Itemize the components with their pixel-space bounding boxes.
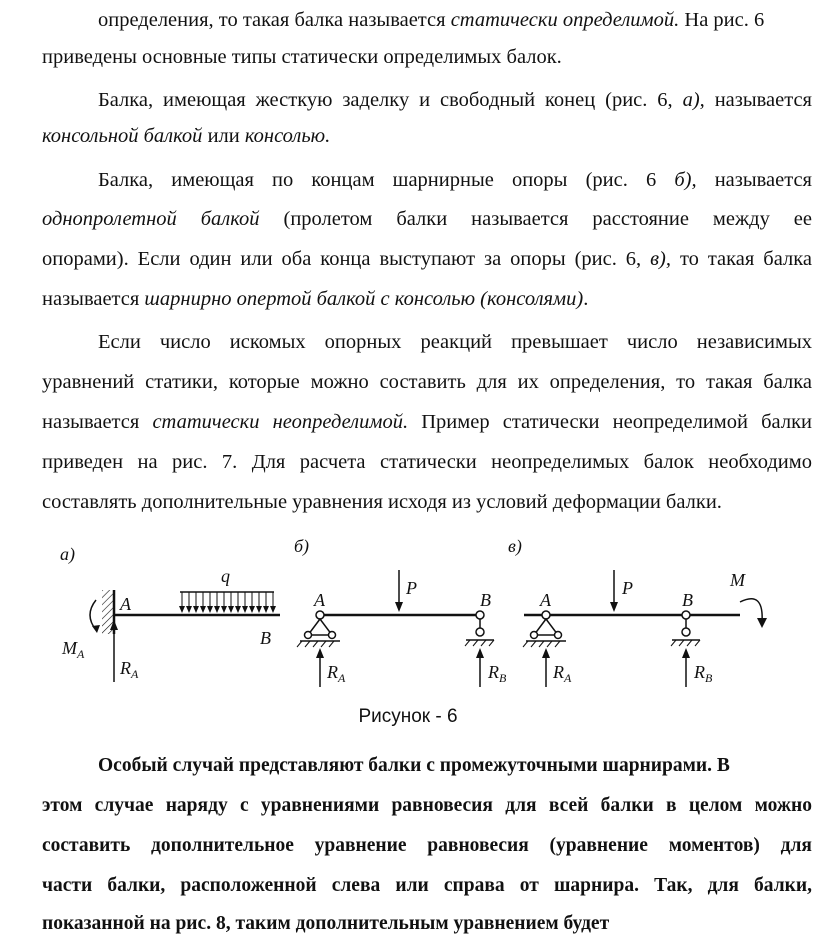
diagram-v-overhang-beam	[508, 536, 767, 687]
paragraph-1-line-2: приведены основные типы статически определимых балок.	[42, 46, 562, 68]
reaction-RA-label-v: $R_A$	[553, 662, 572, 685]
moment-M-arrowhead	[757, 618, 767, 628]
point-A-label-b: A	[314, 590, 325, 610]
diagram-b-label: б)	[294, 536, 310, 556]
distributed-load-arrowheads	[179, 606, 276, 613]
paragraph-4-line-5: составлять дополнительные уравнения исходя из условий деформации балки.	[42, 491, 722, 513]
reaction-RA-label-b: $R_A$	[327, 662, 346, 685]
reaction-RB-arrowhead-v	[682, 648, 690, 658]
force-P-label-v: P	[622, 578, 633, 598]
reaction-RB-label-v: $R_B$	[694, 662, 713, 685]
point-A-label-v: A	[540, 590, 551, 610]
point-B-label-b: B	[480, 590, 491, 610]
paragraph-5-line-3: составить дополнительное уравнение равновесия (уравнение моментов) для	[42, 835, 812, 856]
moment-MA-arrow	[90, 600, 96, 630]
paragraph-5-line-2: этом случае наряду с уравнениями равновесия для всей балки в целом можно	[42, 795, 812, 816]
diagram-a-label: а)	[60, 544, 75, 564]
reaction-RA-arrowhead-v	[542, 648, 550, 658]
paragraph-2-line-1: Балка, имеющая жесткую заделку и свободный конец (рис. 6, а), называется	[98, 89, 812, 111]
paragraph-3-line-1: Балка, имеющая по концам шарнирные опоры (рис. 6 б), называется	[98, 169, 812, 191]
moment-MA-label: $M_A$	[62, 638, 85, 661]
paragraph-5-line-4: части балки, расположенной слева или справа от шарнира. Так, для балки,	[42, 875, 812, 896]
load-q-label: q	[221, 566, 230, 586]
paragraph-4-line-2: уравнений статики, которые можно составить для их определения, то такая балка	[42, 371, 812, 393]
pin-support-A-v	[523, 611, 566, 647]
force-P-arrowhead-v	[610, 602, 618, 612]
paragraph-3-line-4: называется шарнирно опертой балкой с консолью (консолями).	[42, 288, 589, 310]
moment-MA-arrowhead	[92, 625, 100, 633]
beam-diagrams-figure	[40, 532, 780, 692]
diagram-v-label: в)	[508, 536, 522, 556]
paragraph-4-line-1: Если число искомых опорных реакций превышает число независимых	[98, 331, 812, 353]
point-A-label: A	[120, 594, 131, 614]
paragraph-4-line-3: называется статически неопределимой. Пример статически неопределимой балки	[42, 411, 812, 433]
reaction-RA-arrowhead-b	[316, 648, 324, 658]
paragraph-4-line-4: приведен на рис. 7. Для расчета статически неопределимых балок необходимо	[42, 451, 812, 473]
point-B-label: B	[260, 628, 271, 648]
paragraph-3-line-2: однопролетной балкой (пролетом балки называется расстояние между ее	[42, 208, 812, 230]
paragraph-1-line-1: определения, то такая балка называется статически определимой. На рис. 6	[98, 9, 765, 31]
force-P-arrowhead	[395, 602, 403, 612]
reaction-RA-label: $R_A$	[120, 658, 139, 681]
force-P-label: P	[406, 578, 417, 598]
moment-M-label: M	[730, 570, 745, 590]
reaction-RB-arrowhead-b	[476, 648, 484, 658]
diagram-a-cantilever	[60, 544, 280, 682]
paragraph-3-line-3: опорами). Если один или оба конца выступают за опоры (рис. 6, в), то такая балка	[42, 248, 812, 270]
figure-caption: Рисунок - 6	[358, 706, 458, 727]
paragraph-2-line-2: консольной балкой или консолью.	[42, 125, 331, 147]
reaction-RB-label-b: $R_B$	[488, 662, 507, 685]
point-B-label-v: B	[682, 590, 693, 610]
paragraph-5-line-5: показанной на рис. 8, таким дополнительным уравнением будет	[42, 913, 610, 934]
diagram-b-simple-beam	[294, 536, 507, 687]
paragraph-5-line-1: Особый случай представляют балки с промежуточными шарнирами. В	[98, 755, 730, 776]
pin-support-A	[297, 611, 340, 647]
